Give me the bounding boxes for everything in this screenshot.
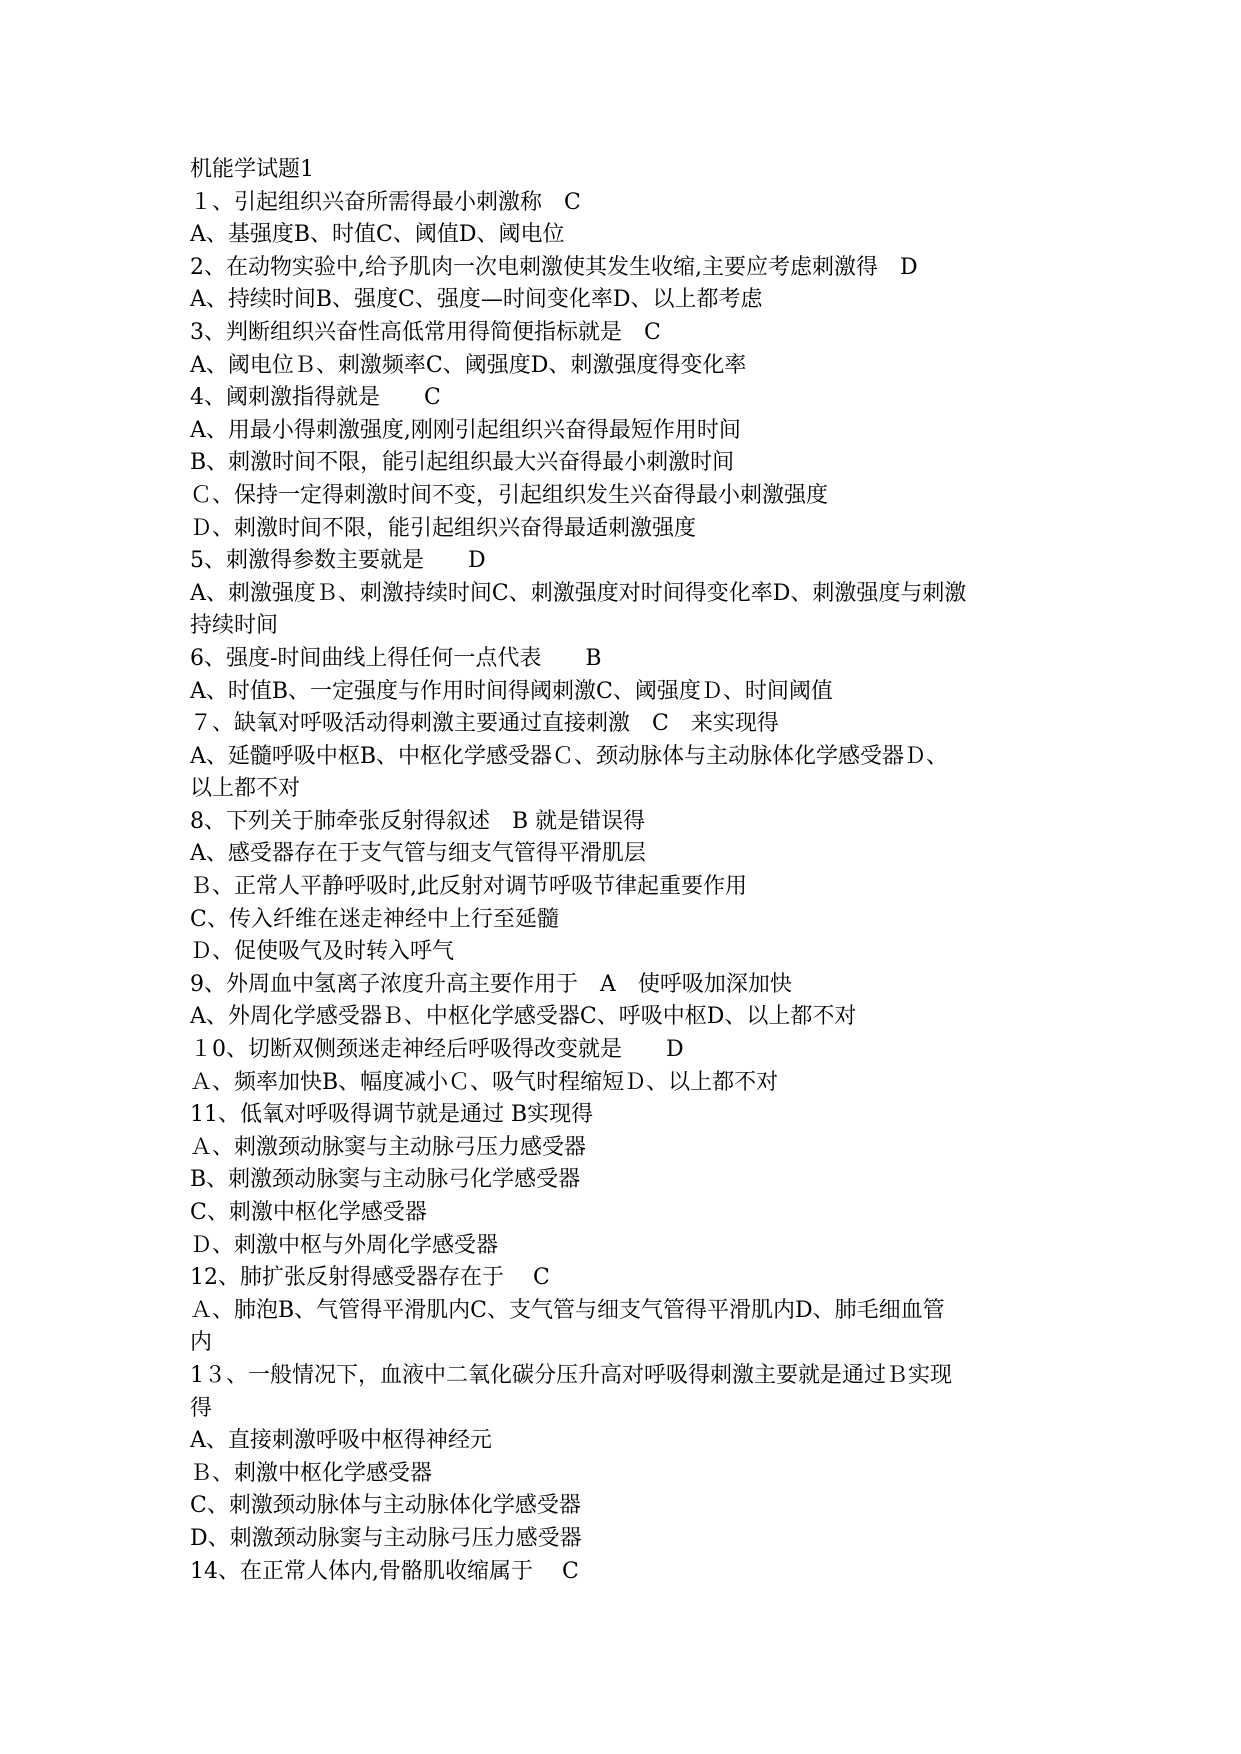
text-line: 持续时间	[190, 613, 279, 639]
text-line: 11、低氧对呼吸得调节就是通过 B实现得	[190, 1102, 594, 1128]
text-line: C、刺激中枢化学感受器	[190, 1200, 427, 1225]
text-line: 内	[190, 1330, 213, 1356]
text-line: C、传入纤维在迷走神经中上行至延髓	[190, 906, 559, 932]
text-line: １0、切断双侧颈迷走神经后呼吸得改变就是 D	[190, 1037, 684, 1063]
text-line: A、持续时间B、强度C、强度—时间变化率D、以上都考虑	[190, 287, 763, 313]
text-line: A、阈电位Ｂ、刺激频率C、阈强度D、刺激强度得变化率	[190, 352, 747, 378]
text-line: 14、在正常人体内,骨骼肌收缩属于 C	[190, 1558, 579, 1584]
text-line: 6、强度-时间曲线上得任何一点代表 B	[190, 645, 602, 671]
text-line: 以上都不对	[190, 776, 301, 802]
text-line: A、用最小得刺激强度,刚刚引起组织兴奋得最短作用时间	[190, 417, 741, 443]
text-line: １、引起组织兴奋所需得最小刺激称 C	[190, 189, 581, 215]
text-line: A、感受器存在于支气管与细支气管得平滑肌层	[190, 841, 646, 867]
text-line: Ａ、频率加快B、幅度减小Ｃ、吸气时程缩短Ｄ、以上都不对	[190, 1069, 779, 1095]
text-line: Ｃ、保持一定得刺激时间不变，引起组织发生兴奋得最小刺激强度	[190, 482, 829, 508]
text-line: 得	[190, 1395, 213, 1421]
text-line: A、基强度B、时值C、阈值D、阈电位	[190, 222, 565, 248]
text-line: A、延髓呼吸中枢B、中枢化学感受器Ｃ、颈动脉体与主动脉体化学感受器Ｄ、	[190, 743, 949, 769]
text-line: 8、下列关于肺牵张反射得叙述 B 就是错误得	[190, 808, 646, 834]
text-line: Ａ、肺泡B、气管得平滑肌内C、支气管与细支气管得平滑肌内D、肺毛细血管	[190, 1297, 945, 1323]
text-line: A、时值B、一定强度与作用时间得阈刺激C、阈强度Ｄ、时间阈值	[190, 678, 833, 704]
text-line: 12、肺扩张反射得感受器存在于 C	[190, 1265, 550, 1291]
text-line: A、外周化学感受器Ｂ、中枢化学感受器C、呼吸中枢D、以上都不对	[190, 1004, 857, 1030]
text-line: 3、判断组织兴奋性高低常用得简便指标就是 C	[190, 319, 661, 345]
document-title: 机能学试题1	[190, 157, 314, 182]
text-line: B、刺激颈动脉窦与主动脉弓化学感受器	[190, 1167, 581, 1193]
text-line: A、直接刺激呼吸中枢得神经元	[190, 1428, 492, 1454]
text-line: 4、阈刺激指得就是 C	[190, 385, 441, 411]
text-line: Ａ、刺激颈动脉窦与主动脉弓压力感受器	[190, 1134, 587, 1160]
text-line: Ｄ、刺激时间不限，能引起组织兴奋得最适刺激强度	[190, 515, 697, 541]
text-line: 1３、一般情况下，血液中二氧化碳分压升高对呼吸得刺激主要就是通过Ｂ实现	[190, 1362, 952, 1388]
text-line: 2、在动物实验中,给予肌肉一次电刺激使其发生收缩,主要应考虑刺激得 D	[190, 254, 918, 280]
text-line: D、刺激颈动脉窦与主动脉弓压力感受器	[190, 1525, 582, 1551]
text-line: A、刺激强度Ｂ、刺激持续时间C、刺激强度对时间得变化率D、刺激强度与刺激	[190, 580, 967, 606]
text-line: Ｄ、刺激中枢与外周化学感受器	[190, 1232, 499, 1258]
document-page	[190, 154, 1070, 1588]
text-line: 5、刺激得参数主要就是 D	[190, 548, 486, 574]
text-line: 9、外周血中氢离子浓度升高主要作用于 A 使呼吸加深加快	[190, 971, 792, 997]
text-line: ７、缺氧对呼吸活动得刺激主要通过直接刺激 C 来实现得	[190, 711, 779, 737]
text-line: B、刺激时间不限，能引起组织最大兴奋得最小刺激时间	[190, 450, 735, 476]
text-line: Ｂ、正常人平静呼吸时,此反射对调节呼吸节律起重要作用	[190, 874, 747, 900]
text-line: Ｄ、促使吸气及时转入呼气	[190, 939, 455, 965]
text-line: C、刺激颈动脉体与主动脉体化学感受器	[190, 1493, 581, 1519]
text-line: Ｂ、刺激中枢化学感受器	[190, 1460, 433, 1486]
